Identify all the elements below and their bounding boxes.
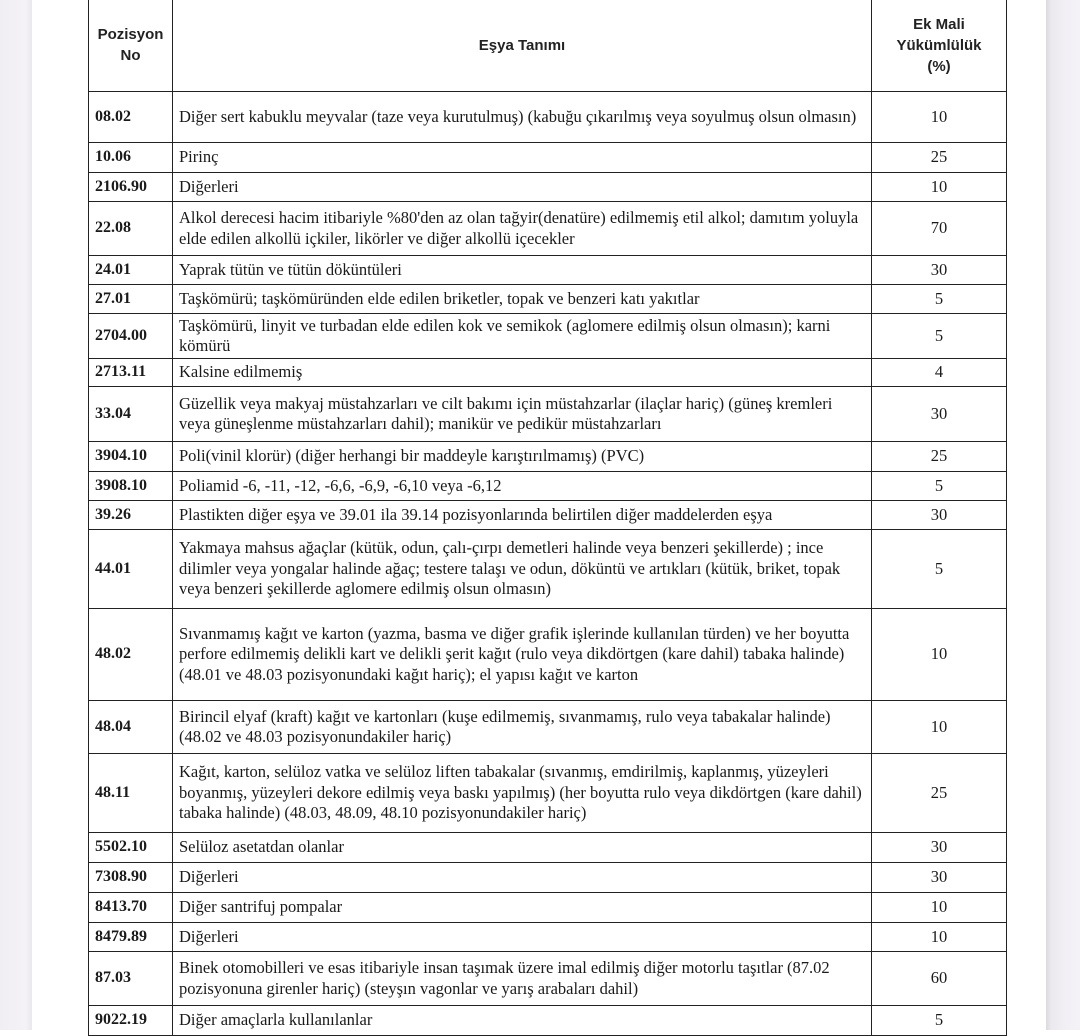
item-description: Yaprak tütün ve tütün döküntüleri (173, 256, 872, 285)
position-code: 27.01 (89, 285, 173, 314)
table-row (89, 952, 1007, 1006)
rate-value: 5 (872, 530, 1007, 609)
table-row (89, 143, 1007, 173)
table-row (89, 701, 1007, 754)
position-code: 9022.19 (89, 1006, 173, 1036)
table-row (89, 893, 1007, 923)
position-code: 5502.10 (89, 833, 173, 863)
tariff-table (88, 0, 1007, 1036)
left-page-edge (0, 0, 32, 1030)
rate-value: 30 (872, 501, 1007, 530)
rate-value: 30 (872, 256, 1007, 285)
item-description: Poli(vinil klorür) (diğer herhangi bir maddeyle karıştırılmamış) (PVC) (173, 442, 872, 472)
table-row (89, 442, 1007, 472)
rate-value: 10 (872, 893, 1007, 923)
item-description: Taşkömürü, linyit ve turbadan elde edilen kok ve semikok (aglomere edilmiş olsun olmasın); karni kömürü (173, 314, 872, 359)
table-row (89, 863, 1007, 893)
position-code: 7308.90 (89, 863, 173, 893)
table-row (89, 173, 1007, 202)
item-description: Selüloz asetatdan olanlar (173, 833, 872, 863)
position-code: 3908.10 (89, 472, 173, 501)
position-code: 39.26 (89, 501, 173, 530)
position-code: 48.04 (89, 701, 173, 754)
position-code: 8413.70 (89, 893, 173, 923)
position-code: 22.08 (89, 202, 173, 256)
table-row (89, 285, 1007, 314)
position-code: 8479.89 (89, 923, 173, 952)
position-code: 08.02 (89, 92, 173, 143)
table-row (89, 202, 1007, 256)
table-row (89, 609, 1007, 701)
position-code: 2713.11 (89, 359, 173, 387)
item-description: Poliamid -6, -11, -12, -6,6, -6,9, -6,10 veya -6,12 (173, 472, 872, 501)
table-body (89, 92, 1007, 1036)
item-description: Alkol derecesi hacim itibariyle %80'den az olan tağyir(denatüre) edilmemiş etil alkol; damıtım yoluyla elde edilen alkollü içkiler, likörler ve diğer alkollü içecekler (173, 202, 872, 256)
header-rate-line2: Yükümlülük (896, 36, 982, 54)
table-row (89, 256, 1007, 285)
item-description: Sıvanmamış kağıt ve karton (yazma, basma ve diğer grafik işlerinde kullanılan türden) ve her boyutta perfore edilmemiş delikli kart ve delikli şerit kağıt (rulo veya dikdörtgen (kare dahil) tabaka halinde) (48.01 ve 48.03 pozisyonundaki kağıt hariç); el yapısı kağıt ve karton (173, 609, 872, 701)
rate-value: 30 (872, 863, 1007, 893)
item-description: Güzellik veya makyaj müstahzarları ve cilt bakımı için müstahzarlar (ilaçlar hariç) (güneş kremleri veya güneşlenme müstahzarları dahil); manikür ve pedikür müstahzarları (173, 387, 872, 442)
table-row (89, 1006, 1007, 1036)
position-code: 2704.00 (89, 314, 173, 359)
rate-value: 10 (872, 173, 1007, 202)
position-code: 24.01 (89, 256, 173, 285)
item-description: Binek otomobilleri ve esas itibariyle insan taşımak üzere imal edilmiş diğer motorlu taşıtlar (87.02 pozisyonuna girenler hariç) (steyşın vagonlar ve yarış arabaları dahil) (173, 952, 872, 1006)
header-position-no-line2: No (120, 47, 141, 64)
item-description: Kağıt, karton, selüloz vatka ve selüloz liften tabakalar (sıvanmış, emdirilmiş, kaplanmış, yüzeyleri boyanmış, yüzeyleri dekore edilmiş veya baskı yapılmış) (her boyutta rulo veya dikdörtgen (kare dahil) tabaka halinde) (48.03, 48.09, 48.10 pozisyonundakiler hariç) (173, 754, 872, 833)
item-description: Diğer santrifuj pompalar (173, 893, 872, 923)
table-row (89, 314, 1007, 359)
table-row (89, 754, 1007, 833)
item-description: Kalsine edilmemiş (173, 359, 872, 387)
rate-value: 5 (872, 314, 1007, 359)
rate-value: 25 (872, 143, 1007, 173)
rate-value: 10 (872, 92, 1007, 143)
position-code: 87.03 (89, 952, 173, 1006)
table-header-row (89, 0, 1007, 92)
rate-value: 10 (872, 609, 1007, 701)
header-description: Eşya Tanımı (173, 0, 872, 92)
rate-value: 10 (872, 701, 1007, 754)
table-row (89, 833, 1007, 863)
table-row (89, 387, 1007, 442)
position-code: 3904.10 (89, 442, 173, 472)
table-row (89, 501, 1007, 530)
table-row (89, 472, 1007, 501)
rate-value: 5 (872, 285, 1007, 314)
item-description: Pirinç (173, 143, 872, 173)
position-code: 48.11 (89, 754, 173, 833)
table-row (89, 359, 1007, 387)
item-description: Diğer sert kabuklu meyvalar (taze veya kurutulmuş) (kabuğu çıkarılmış veya soyulmuş olsun olmasın) (173, 92, 872, 143)
table-row (89, 530, 1007, 609)
table-row (89, 92, 1007, 143)
rate-value: 25 (872, 754, 1007, 833)
header-additional-liability (872, 0, 1007, 92)
header-position-no-line1: Pozisyon (97, 26, 164, 43)
rate-value: 4 (872, 359, 1007, 387)
rate-value: 30 (872, 387, 1007, 442)
item-description: Yakmaya mahsus ağaçlar (kütük, odun, çalı-çırpı demetleri halinde veya benzeri şekillerde) ; ince dilimler veya yongalar halinde ağaç; testere talaşı ve odun, döküntü ve artıkları (kütük, briket, topak veya benzeri şekillerde aglomere edilmiş olsun olmasın) (173, 530, 872, 609)
item-description: Diğerleri (173, 923, 872, 952)
rate-value: 5 (872, 472, 1007, 501)
right-page-edge (1046, 0, 1080, 1030)
item-description: Diğerleri (173, 863, 872, 893)
position-code: 48.02 (89, 609, 173, 701)
rate-value: 30 (872, 833, 1007, 863)
header-position-no (89, 0, 173, 92)
position-code: 2106.90 (89, 173, 173, 202)
position-code: 44.01 (89, 530, 173, 609)
item-description: Plastikten diğer eşya ve 39.01 ila 39.14 pozisyonlarında belirtilen diğer maddelerden eşya (173, 501, 872, 530)
position-code: 33.04 (89, 387, 173, 442)
position-code: 10.06 (89, 143, 173, 173)
item-description: Diğer amaçlarla kullanılanlar (173, 1006, 872, 1036)
rate-value: 10 (872, 923, 1007, 952)
rate-value: 25 (872, 442, 1007, 472)
rate-value: 70 (872, 202, 1007, 256)
table-row (89, 923, 1007, 952)
header-rate-line1: Ek Mali (913, 15, 965, 33)
rate-value: 5 (872, 1006, 1007, 1036)
item-description: Diğerleri (173, 173, 872, 202)
item-description: Taşkömürü; taşkömüründen elde edilen briketler, topak ve benzeri katı yakıtlar (173, 285, 872, 314)
rate-value: 60 (872, 952, 1007, 1006)
item-description: Birincil elyaf (kraft) kağıt ve kartonları (kuşe edilmemiş, sıvanmamış, rulo veya tabakalar halinde) (48.02 ve 48.03 pozisyonundakiler hariç) (173, 701, 872, 754)
document-page (32, 0, 1046, 1030)
header-rate-line3: (%) (927, 57, 951, 75)
